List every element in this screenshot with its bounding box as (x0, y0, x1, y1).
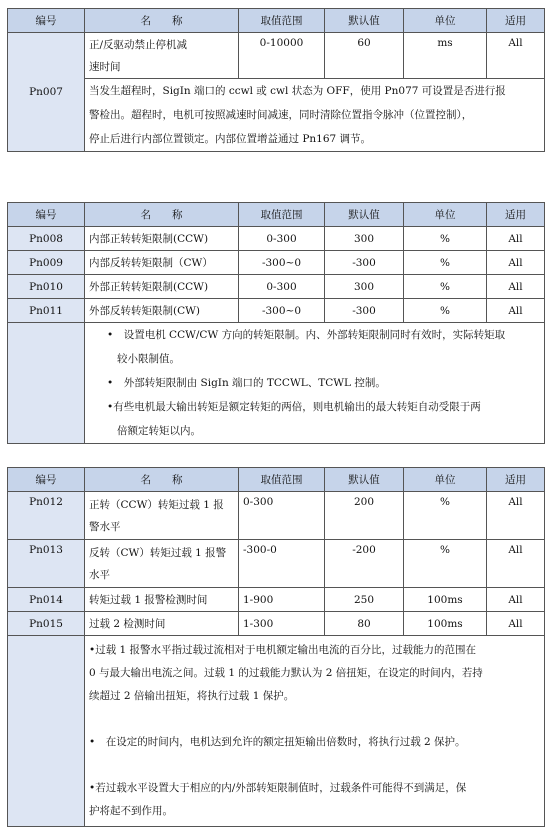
description-row (8, 636, 545, 827)
param-name-line: 反转（CW）转矩过载 1 报警 (89, 546, 227, 559)
header-code: 编号 (8, 468, 85, 492)
table-row (8, 492, 545, 540)
header-apply: 适用 (487, 468, 545, 492)
param-description (85, 323, 545, 444)
param-name: 外部反转转矩限制(CW) (85, 299, 239, 323)
header-code: 编号 (8, 203, 85, 227)
param-default: 300 (325, 227, 404, 251)
param-range: 0-300 (239, 227, 325, 251)
param-unit: 100ms (404, 612, 487, 636)
param-name (85, 540, 239, 588)
table-row (8, 299, 545, 323)
table-row (8, 275, 545, 299)
param-name (85, 33, 239, 79)
param-code: Pn014 (8, 588, 85, 612)
param-unit: % (404, 540, 487, 588)
param-name-line: 速时间 (89, 60, 121, 73)
param-code: Pn007 (8, 33, 85, 152)
param-range: 0-10000 (239, 33, 325, 79)
description-blank-line (89, 754, 540, 777)
description-line: 停止后进行内部位置锁定。内部位置增益通过 Pn167 调节。 (89, 133, 372, 145)
header-unit: 单位 (404, 468, 487, 492)
table-row (8, 33, 545, 79)
param-default: 250 (325, 588, 404, 612)
description-line: 较小限制值。 (117, 353, 180, 365)
param-name: 外部正转转矩限制(CCW) (85, 275, 239, 299)
param-name: 内部正转转矩限制(CCW) (85, 227, 239, 251)
description-row (8, 323, 545, 444)
param-apply: All (487, 540, 545, 588)
description-spacer (8, 323, 85, 444)
table-row (8, 612, 545, 636)
param-name-line: 正/反驱动禁止停机减 (89, 38, 188, 51)
param-default: -200 (325, 540, 404, 588)
table-header-row (8, 9, 545, 33)
param-range: 1-900 (239, 588, 325, 612)
header-apply: 适用 (487, 203, 545, 227)
header-unit: 单位 (404, 9, 487, 33)
header-default: 默认值 (325, 203, 404, 227)
header-name: 名 称 (85, 203, 239, 227)
description-line: •有些电机最大输出转矩是额定转矩的两倍，则电机输出的最大转矩自动受限于两 (107, 401, 481, 413)
param-apply: All (487, 33, 545, 79)
param-code: Pn008 (8, 227, 85, 251)
description-line: 0 与最大输出电流之间。过载 1 的过载能力默认为 2 倍扭矩，在设定的时间内，若持 (89, 667, 483, 679)
param-description (85, 79, 545, 152)
header-code: 编号 (8, 9, 85, 33)
param-range: -300~0 (239, 299, 325, 323)
description-spacer (8, 636, 85, 827)
param-apply: All (487, 227, 545, 251)
param-default: 200 (325, 492, 404, 540)
header-name: 名 称 (85, 9, 239, 33)
description-line: 警检出。超程时，电机可按照减速时间减速，同时清除位置指令脉冲（位置控制）， (89, 109, 473, 121)
param-table-overload (7, 467, 545, 827)
param-default: 300 (325, 275, 404, 299)
description-line: •若过载水平设置大于相应的内/外部转矩限制值时，过载条件可能得不到满足，保 (89, 782, 467, 794)
description-line: •过载 1 报警水平指过载过流相对于电机额定输出电流的百分比，过载能力的范围在 (89, 644, 477, 656)
param-name (85, 492, 239, 540)
description-line: • 在设定的时间内，电机达到允许的额定扭矩输出倍数时，将执行过载 2 保护。 (89, 736, 466, 748)
param-unit: % (404, 299, 487, 323)
param-range: 0-300 (239, 275, 325, 299)
param-code: Pn015 (8, 612, 85, 636)
table-header-row (8, 468, 545, 492)
description-line: 当发生超程时，SigIn 端口的 ccwl 或 cwl 状态为 OFF，使用 Pn077 可设置是否进行报 (89, 85, 506, 97)
description-blank-line (89, 708, 540, 731)
param-range: -300~0 (239, 251, 325, 275)
param-unit: ms (404, 33, 487, 79)
param-default: 60 (325, 33, 404, 79)
param-unit: 100ms (404, 588, 487, 612)
param-name: 转矩过载 1 报警检测时间 (85, 588, 239, 612)
param-description (85, 636, 545, 827)
header-range: 取值范围 (239, 468, 325, 492)
param-range: 0-300 (239, 492, 325, 540)
header-name: 名 称 (85, 468, 239, 492)
param-name: 过载 2 检测时间 (85, 612, 239, 636)
table-header-row (8, 203, 545, 227)
header-range: 取值范围 (239, 9, 325, 33)
param-name: 内部反转转矩限制（CW） (85, 251, 239, 275)
param-name-line: 水平 (89, 568, 110, 581)
param-code: Pn009 (8, 251, 85, 275)
description-line: 护将起不到作用。 (89, 805, 173, 817)
param-apply: All (487, 492, 545, 540)
param-unit: % (404, 275, 487, 299)
param-unit: % (404, 251, 487, 275)
header-default: 默认值 (325, 9, 404, 33)
param-unit: % (404, 492, 487, 540)
param-code: Pn013 (8, 540, 85, 588)
param-range: 1-300 (239, 612, 325, 636)
param-range: -300-0 (239, 540, 325, 588)
header-apply: 适用 (487, 9, 545, 33)
param-default: -300 (325, 299, 404, 323)
table-row (8, 588, 545, 612)
param-apply: All (487, 588, 545, 612)
param-default: -300 (325, 251, 404, 275)
param-code: Pn011 (8, 299, 85, 323)
param-default: 80 (325, 612, 404, 636)
header-range: 取值范围 (239, 203, 325, 227)
description-line: 倍额定转矩以内。 (117, 425, 201, 437)
param-unit: % (404, 227, 487, 251)
param-name-line: 正转（CCW）转矩过载 1 报 (89, 498, 224, 511)
param-apply: All (487, 299, 545, 323)
table-row (8, 251, 545, 275)
header-default: 默认值 (325, 468, 404, 492)
param-apply: All (487, 275, 545, 299)
description-line: • 设置电机 CCW/CW 方向的转矩限制。内、外部转矩限制同时有效时，实际转矩取 (107, 329, 506, 341)
description-row (8, 79, 545, 152)
description-line: 续超过 2 倍输出扭矩，将执行过载 1 保护。 (89, 690, 295, 702)
param-table-torque-limit (7, 202, 545, 444)
param-apply: All (487, 251, 545, 275)
param-table-pn007 (7, 8, 545, 152)
table-row (8, 227, 545, 251)
header-unit: 单位 (404, 203, 487, 227)
table-row (8, 540, 545, 588)
param-apply: All (487, 612, 545, 636)
description-line: • 外部转矩限制由 SigIn 端口的 TCCWL、TCWL 控制。 (107, 377, 386, 389)
param-code: Pn012 (8, 492, 85, 540)
param-name-line: 警水平 (89, 520, 121, 533)
param-code: Pn010 (8, 275, 85, 299)
